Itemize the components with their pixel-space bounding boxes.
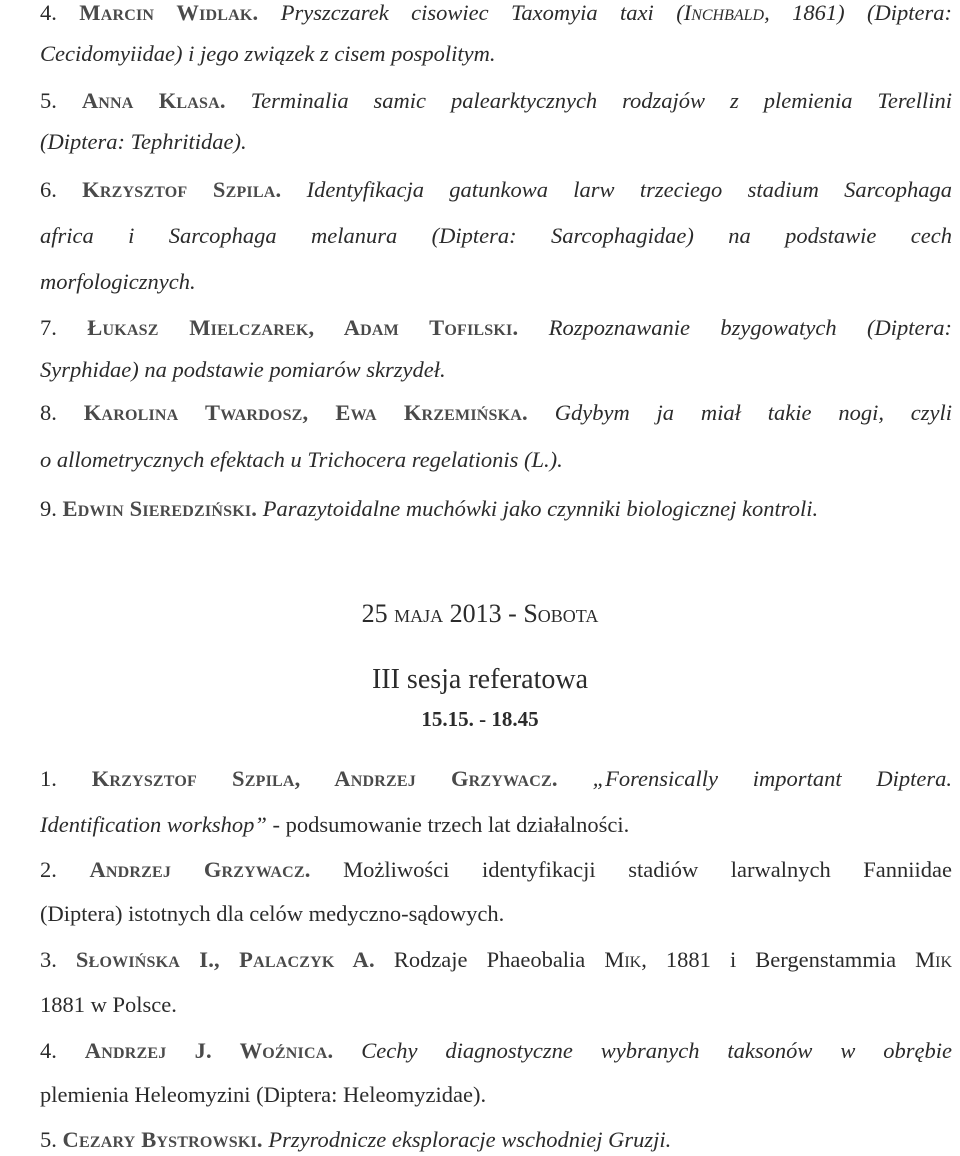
item-authors: Edwin Sieredziński. <box>62 496 258 521</box>
item-authors: Andrzej Grzywacz. <box>89 857 311 882</box>
item-number: 6. <box>40 177 57 202</box>
session-heading: III sesja referatowa <box>371 664 589 695</box>
item-authors: Łukasz Mielczarek, Adam Tofilski. <box>87 315 519 340</box>
item-authors: Andrzej J. Woźnica. <box>84 1038 334 1063</box>
item-authors: Krzysztof Szpila, Andrzej Grzywacz. <box>91 766 558 791</box>
list-item <box>40 494 952 524</box>
list-item <box>40 764 952 794</box>
item-number: 2. <box>40 857 57 882</box>
item-title: Gdybym ja miał takie nogi, czyli <box>554 400 953 425</box>
item-title: Rozpoznawanie bzygowatych (Diptera: <box>548 315 953 340</box>
item-title-continued: (Diptera) istotnych dla celów medyczno-sądowych. <box>40 901 505 926</box>
item-number: 7. <box>40 315 57 340</box>
list-item <box>40 0 952 28</box>
item-title-continued: Identification workshop” - podsumowanie trzech lat działalności. <box>40 812 630 837</box>
item-title-continued: africa i Sarcophaga melanura (Diptera: Sarcophagidae) na podstawie cech <box>40 223 952 248</box>
item-authors: Słowińska I., Palaczyk A. <box>75 947 375 972</box>
item-title: „Forensically important Diptera. <box>592 766 953 791</box>
list-item <box>40 1036 952 1066</box>
item-title: Identyfikacja gatunkowa larw trzeciego stadium Sarcophaga <box>306 177 952 202</box>
item-number: 9. <box>40 496 57 521</box>
list-item <box>40 945 952 975</box>
list-item <box>40 855 952 885</box>
item-title: Terminalia samic palearktycznych rodzajów z plemienia Terellini <box>250 88 952 113</box>
item-number: 4. <box>40 1038 57 1063</box>
item-authors: Karolina Twardosz, Ewa Krzemińska. <box>83 400 528 425</box>
item-title: Pryszczarek cisowiec Taxomyia taxi (Inchbald, 1861) (Diptera: <box>280 0 953 25</box>
item-authors: Anna Klasa. <box>81 88 226 113</box>
item-title: Parazytoidalne muchówki jako czynniki biologicznej kontroli. <box>262 496 819 521</box>
list-item <box>40 313 952 343</box>
item-title: Cechy diagnostyczne wybranych taksonów w obrębie <box>361 1038 952 1063</box>
item-title-continued: morfologicznych. <box>40 269 196 294</box>
day-heading: 25 maja 2013 - Sobota <box>361 599 599 628</box>
item-number: 4. <box>40 0 57 25</box>
item-number: 8. <box>40 400 57 425</box>
item-number: 3. <box>40 947 57 972</box>
item-authors: Marcin Widlak. <box>79 0 259 25</box>
item-title-continued: (Diptera: Tephritidae). <box>40 129 247 154</box>
item-number: 5. <box>40 1127 57 1152</box>
item-title-continued: 1881 w Polsce. <box>40 992 177 1017</box>
list-item <box>40 175 952 205</box>
session-time: 15.15. - 18.45 <box>421 707 539 731</box>
list-item <box>40 1125 952 1155</box>
item-authors: Cezary Bystrowski. <box>62 1127 263 1152</box>
item-title: Przyrodnicze eksploracje wschodniej Gruzji. <box>268 1127 672 1152</box>
item-authors: Krzysztof Szpila. <box>82 177 282 202</box>
list-item <box>40 86 952 116</box>
item-title: Możliwości identyfikacji stadiów larwalnych Fanniidae <box>343 857 953 882</box>
item-title-continued: Syrphidae) na podstawie pomiarów skrzydeł. <box>40 357 446 382</box>
item-title-continued: plemienia Heleomyzini (Diptera: Heleomyzidae). <box>40 1082 487 1107</box>
item-title-continued: o allometrycznych efektach u Trichocera regelationis (L.). <box>40 447 563 472</box>
list-item <box>40 398 952 428</box>
item-number: 5. <box>40 88 57 113</box>
item-title: Rodzaje Phaeobalia Mik, 1881 i Bergenstammia Mik <box>393 947 952 972</box>
item-number: 1. <box>40 766 57 791</box>
item-title-continued: Cecidomyiidae) i jego związek z cisem pospolitym. <box>40 41 496 66</box>
